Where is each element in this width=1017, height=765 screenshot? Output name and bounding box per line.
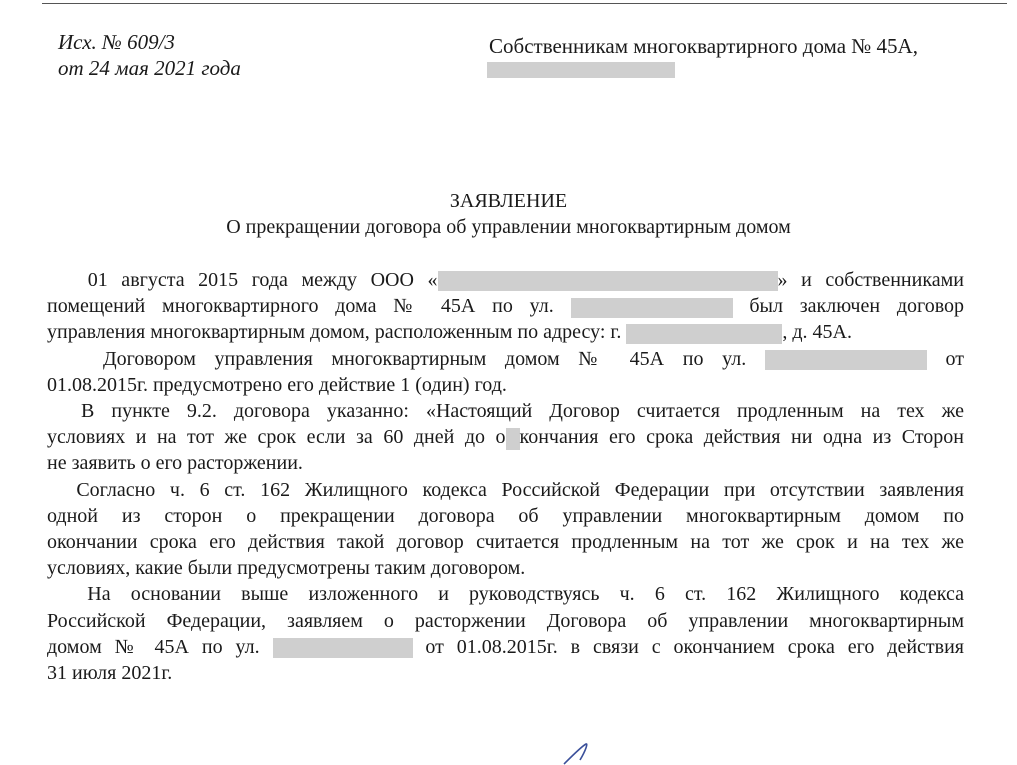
body-line: 01 августа 2015 года между ООО « » и собственниками [87, 269, 964, 291]
body-line: Договором управления многоквартирным домом № 45А по ул. от [102, 347, 965, 370]
body-line: 31 июля 2021г. [47, 662, 173, 685]
body-line: домом № 45А по ул. от 01.08.2015г. в связи с окончанием срока его действия [47, 635, 964, 658]
redacted-address [487, 62, 675, 78]
redacted-letter [506, 428, 520, 450]
body-line: Российской Федерации, заявляем о расторжении Договора об управлении многоквартирным [47, 609, 964, 632]
redacted-street [571, 298, 733, 318]
addressee-block [489, 32, 918, 82]
reference-date: от 24 мая 2021 года [58, 56, 241, 80]
body-line: помещений многоквартирного дома № 45А по ул. был заключен договор [47, 295, 965, 318]
body-line: Согласно ч. 6 ст. 162 Жилищного кодекса Российской Федерации при отсутствии заявления [76, 478, 964, 501]
redacted-street [765, 350, 927, 370]
reference-number: Исх. № 609/3 [58, 30, 175, 54]
body-line: условиях, какие были предусмотрены таким договором. [47, 557, 526, 580]
top-rule [42, 3, 1007, 4]
redacted-city-street [626, 324, 782, 344]
body-line: одной из сторон о прекращении договора об управлении многоквартирным домом по [47, 504, 964, 527]
outgoing-reference [58, 29, 241, 81]
document-subtitle: О прекращении договора об управлении многоквартирным домом [226, 216, 791, 238]
document-body [47, 267, 964, 686]
addressee-line: Собственникам многоквартирного дома № 45А, [489, 34, 918, 58]
redacted-company [438, 271, 778, 291]
body-line: На основании выше изложенного и руководствуясь ч. 6 ст. 162 Жилищного кодекса [87, 583, 965, 606]
signature-stroke [560, 742, 600, 765]
body-line: управления многоквартирным домом, расположенным по адресу: г. , д. 45А. [47, 321, 852, 344]
body-line: окончании срока его действия такой договор считается продленным на тот же срок и на тех же [47, 531, 964, 554]
body-line: 01.08.2015г. предусмотрено его действие 1 (один) год. [47, 373, 507, 396]
redacted-street [273, 638, 413, 658]
body-line: условиях и на тот же срок если за 60 дней до о кончания его срока действия ни одна из Сторон [47, 426, 965, 449]
body-line: не заявить о его расторжении. [47, 452, 303, 475]
body-line: В пункте 9.2. договора указанно: «Настоящий Договор считается продленным на тех же [81, 400, 964, 423]
document-title: ЗАЯВЛЕНИЕ [449, 190, 568, 212]
